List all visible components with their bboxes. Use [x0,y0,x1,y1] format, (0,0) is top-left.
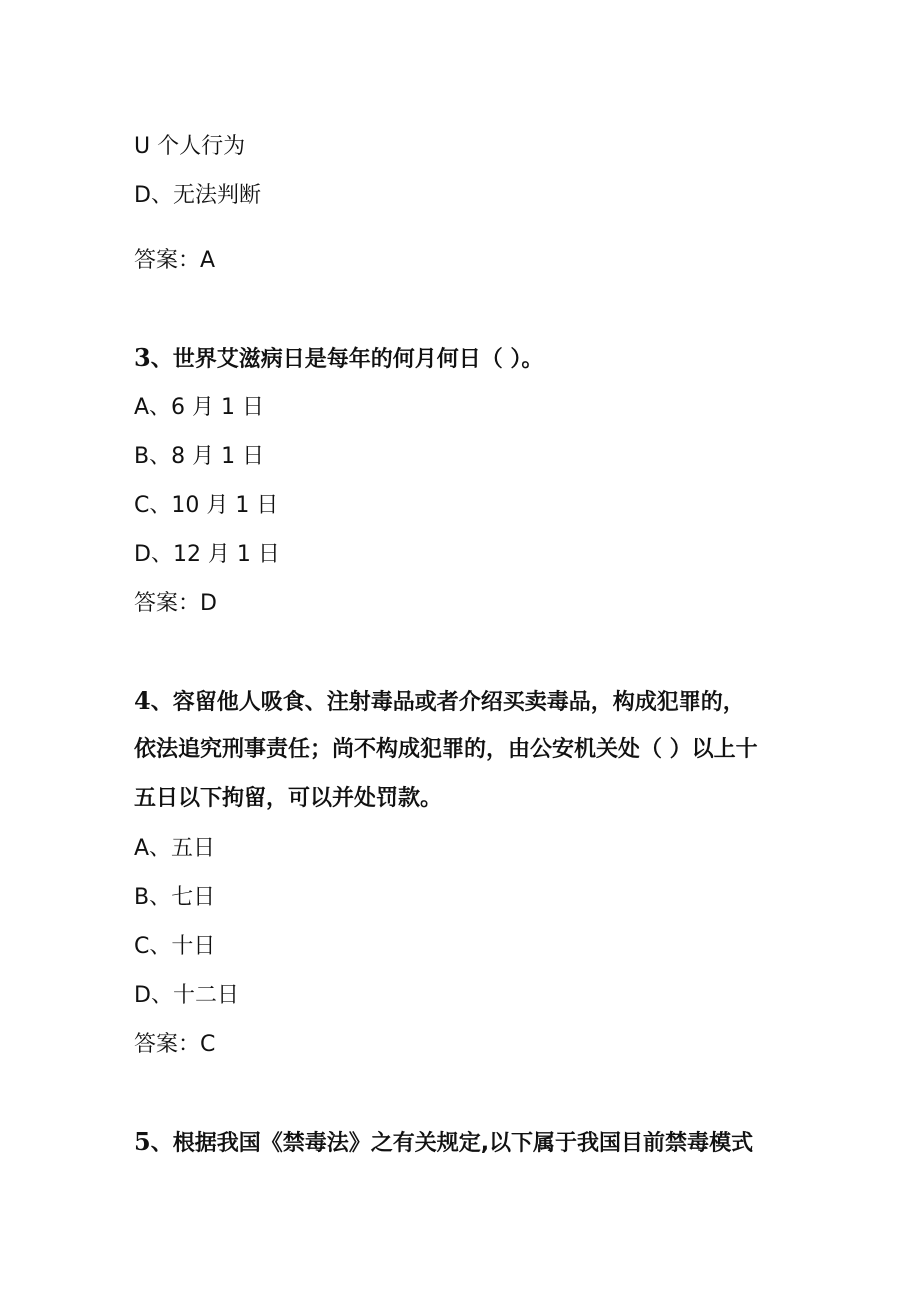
question-3-option-a: A、6 月 1 日 [134,395,265,420]
question-4-number: 4 [134,686,151,715]
question-4-title-line-3: 五日以下拘留，可以并处罚款。 [134,786,443,811]
question-3-option-b: B、8 月 1 日 [134,444,265,469]
question-3-option-d: D、12 月 1 日 [134,542,280,567]
question-4-title-line-2: 依法追究刑事责任；尚不构成犯罪的，由公安机关处（ ）以上十 [134,737,758,762]
question-5-number: 5 [134,1127,151,1156]
question-4-option-a: A、五日 [134,836,216,861]
question-3-answer: 答案：D [134,591,217,616]
question-4-text-1: 、容留他人吸食、注射毒品或者介绍买卖毒品，构成犯罪的， [150,690,745,715]
prev-option-c: U 个人行为 [134,134,246,159]
question-4-answer: 答案：C [134,1032,216,1057]
question-4-option-c: C、十日 [134,934,216,959]
question-3-number: 3 [134,343,151,372]
question-3-option-c: C、10 月 1 日 [134,493,279,518]
question-5-title [134,1127,753,1159]
question-3-text: 、世界艾滋病日是每年的何月何日（ ）。 [150,347,544,372]
question-4-title-line-1 [134,686,745,718]
question-4-option-b: B、七日 [134,885,216,910]
question-5-text: 、根据我国《禁毒法》之有关规定,以下属于我国目前禁毒模式 [150,1131,754,1156]
prev-option-d: D、无法判断 [134,183,261,208]
question-4-option-d: D、十二日 [134,983,239,1008]
question-3-title [134,343,543,375]
prev-answer: 答案：A [134,248,216,273]
